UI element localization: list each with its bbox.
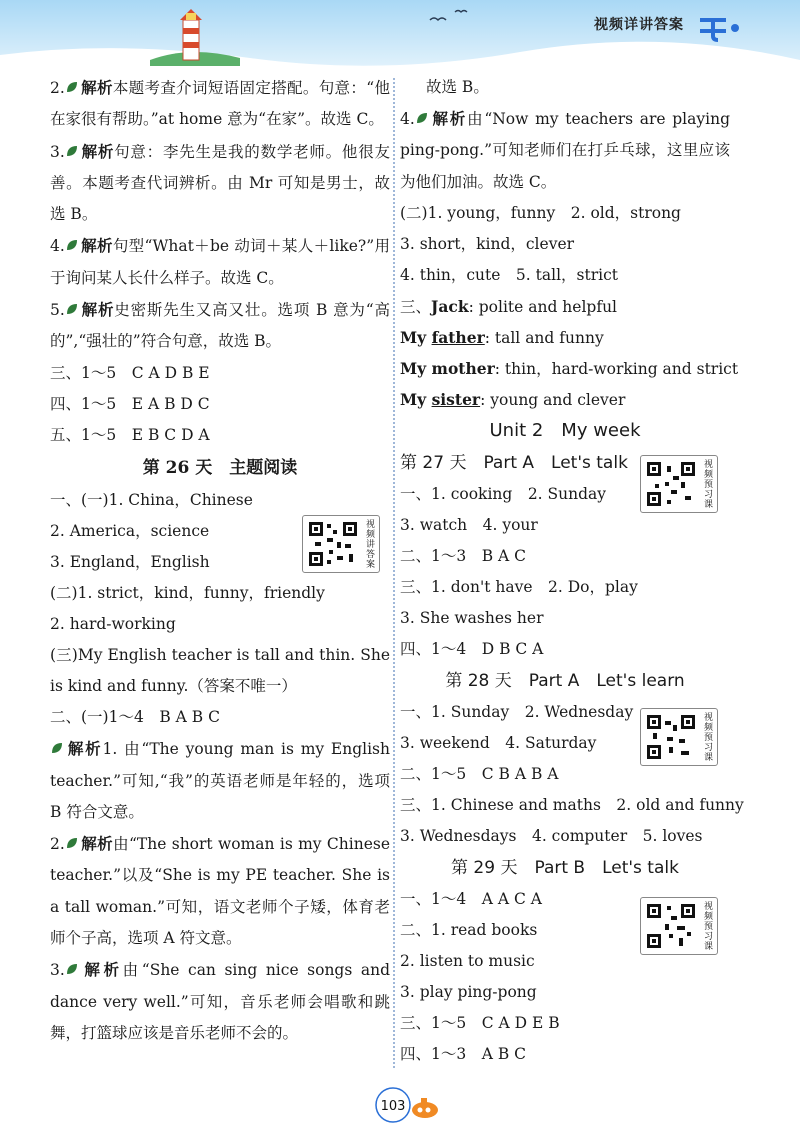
qr-code-icon xyxy=(307,520,359,568)
answer-line: 三、1～5 C A D B E xyxy=(50,363,210,382)
page-number-badge xyxy=(373,1085,413,1125)
answer-line: 一、1. cooking 2. Sunday xyxy=(400,484,607,503)
explanation-2: 2. 解析由“The short woman is my Chinese teacher.”以及“She is my PE teacher. She is a tall woman.”可知，语文老师个子矮，体育老师个子高，选项 A 符文意。 xyxy=(50,834,390,948)
answer-line: 二、1～5 C B A B A xyxy=(400,764,559,783)
unit-title: Unit 2 My week xyxy=(489,419,641,441)
qr-code-icon xyxy=(645,713,697,761)
answer-line: 2. hard-working xyxy=(50,614,176,633)
page-number: 103 xyxy=(380,1099,406,1114)
explanation-3: 3. 解析由“She can sing nice songs and dance very well.”可知，音乐老师会唱歌和跳舞，打篮球应该是音乐老师不会的。 xyxy=(50,960,390,1042)
answer-line: 四、1～3 A B C xyxy=(400,1044,527,1063)
answer-line: 3. watch 4. your xyxy=(400,515,538,534)
right-q4: 4. 解析由“Now my teachers are playing ping-pong.”可知老师们在打乒乓球，这里应该为他们加油。故选 C。 xyxy=(400,109,730,191)
answer-line: 三、1. don't have 2. Do，play xyxy=(400,577,638,596)
day28-title: 第 28 天 Part A Let's learn xyxy=(445,670,685,691)
qr-label: 视频预习课 xyxy=(702,901,712,951)
answer-line: 3. short，kind，clever xyxy=(400,234,575,253)
qr-label: 视频预习课 xyxy=(702,459,712,509)
answer-line: 3. She washes her xyxy=(400,608,544,627)
answer-line: 三、1. Chinese and maths 2. old and funny xyxy=(400,795,744,814)
answer-line: 四、1～4 D B C A xyxy=(400,639,544,658)
mother-line: My mother: thin，hard-working and strict xyxy=(400,358,739,378)
father-line: My father: tall and funny xyxy=(400,327,604,347)
left-q2: 2. 解析本题考查介词短语固定搭配。句意：“他在家很有帮助。”at home 意为“在家”。故选 C。 xyxy=(50,78,390,129)
left-q3: 3. 解析句意：李先生是我的数学老师。他很友善。本题考查代词辨析。由 Mr 可知是男士，故选 B。 xyxy=(50,141,390,224)
qr-code-day27[interactable] xyxy=(640,455,718,513)
answer-line: 3. England，English xyxy=(50,552,210,571)
answer-line: 二、1. read books xyxy=(400,920,538,939)
answer-line: 一、1. Sunday 2. Wednesday xyxy=(400,702,634,721)
leaf-icon xyxy=(65,302,79,316)
answer-line: 一、1～4 A A C A xyxy=(400,889,542,908)
leaf-icon xyxy=(65,836,79,850)
qr-code-day28[interactable] xyxy=(640,708,718,766)
leaf-icon xyxy=(65,238,79,252)
column-divider xyxy=(393,78,395,1068)
qr-label: 视频讲答案 xyxy=(364,519,374,569)
submarine-icon xyxy=(410,1092,440,1120)
answer-line: 3. play ping-pong xyxy=(400,982,537,1001)
header-label: 视频详讲答案 xyxy=(594,17,684,33)
answer-line: 2. America，science xyxy=(50,521,210,540)
answer-line: 四、1～5 E A B D C xyxy=(50,394,210,413)
day27-title: 第 27 天 Part A Let's talk xyxy=(400,452,628,473)
qr-code-icon xyxy=(645,902,697,950)
answer-line: 二、1～3 B A C xyxy=(400,546,527,565)
answer-line: 3. Wednesdays 4. computer 5. loves xyxy=(400,826,703,845)
leaf-icon xyxy=(65,144,79,158)
answer-line: 3. weekend 4. Saturday xyxy=(400,733,597,752)
answer-line: 故选 B。 xyxy=(426,78,489,96)
leaf-icon xyxy=(65,80,79,94)
leaf-icon xyxy=(50,741,64,755)
leaf-icon xyxy=(65,962,79,976)
explanation-1: 解析1. 由“The young man is my English teacher.”可知,“我”的英语老师是年轻的，选项 B 符合文意。 xyxy=(50,739,390,821)
banner-sky-illustration xyxy=(0,0,800,78)
jack-line: 三、Jack: polite and helpful xyxy=(400,296,618,316)
answer-line: 三、1～5 C A D E B xyxy=(400,1013,560,1032)
qr-label: 视频预习课 xyxy=(702,712,712,762)
answer-line: 2. listen to music xyxy=(400,951,535,970)
header-banner xyxy=(0,0,800,78)
qr-code-day29[interactable] xyxy=(640,897,718,955)
answer-line: 4. thin，cute 5. tall，strict xyxy=(400,265,618,284)
leaf-icon xyxy=(415,111,429,125)
answer-para: (三)My English teacher is tall and thin. She is kind and funny.（答案不唯一） xyxy=(50,645,390,695)
day26-title: 第 26 天 主题阅读 xyxy=(142,457,298,478)
answer-line: (二)1. young，funny 2. old，strong xyxy=(400,203,681,222)
sister-line: My sister: young and clever xyxy=(400,389,626,409)
answer-line: 二、(一)1～4 B A B C xyxy=(50,708,220,727)
left-q5: 5. 解析史密斯先生又高又壮。选项 B 意为“高的”,“强壮的”符合句意，故选 B。 xyxy=(50,300,390,351)
day29-title: 第 29 天 Part B Let's talk xyxy=(451,857,679,878)
qr-code-day26[interactable] xyxy=(302,515,380,573)
left-q4: 4. 解析句型“What＋be 动词＋某人＋like?”用于询问某人长什么样子。故选 C。 xyxy=(50,236,390,287)
answer-line: 五、1～5 E B C D A xyxy=(50,425,210,444)
answer-line: 一、(一)1. China，Chinese xyxy=(50,490,253,509)
answer-line: (二)1. strict，kind，funny，friendly xyxy=(50,583,325,602)
qr-code-icon xyxy=(645,460,697,508)
